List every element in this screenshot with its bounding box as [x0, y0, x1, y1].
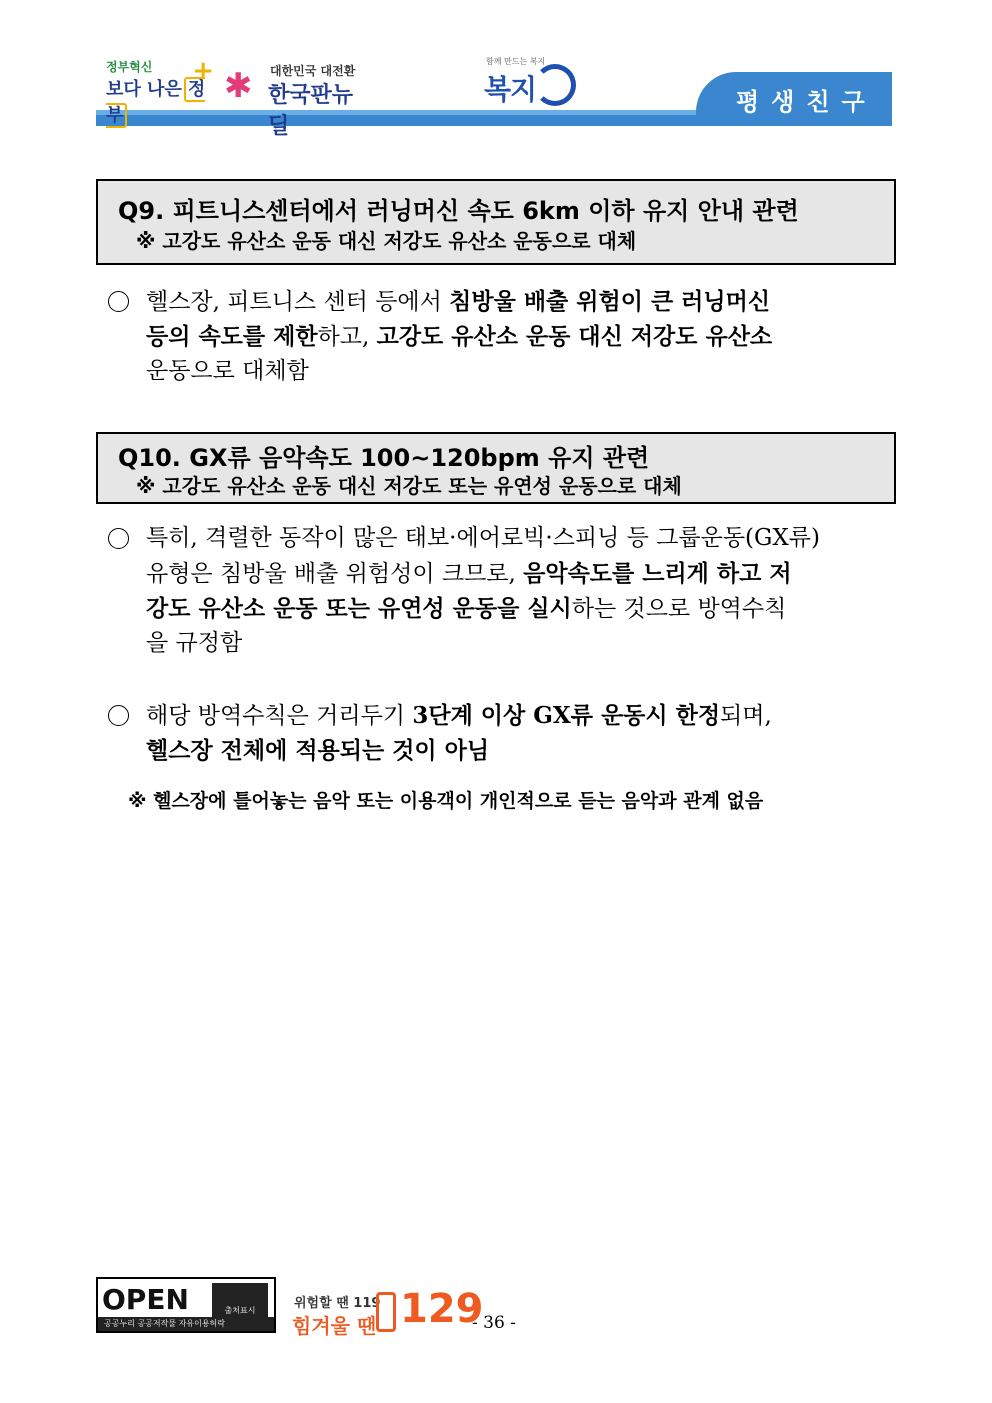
- q10-answer-paragraph-2: [108, 698, 898, 770]
- question-box-q9: [96, 179, 896, 265]
- q10-subtitle: ※ 고강도 유산소 운동 대신 저강도 또는 유연성 운동으로 대체: [136, 474, 682, 498]
- logo1-big-word: 보다 나은: [106, 79, 182, 100]
- q10-answer-text: 유형은 침방울 배출 위험성이 크므로,: [146, 561, 524, 587]
- q10-answer-line-3: [146, 591, 786, 627]
- logo1-small-text: 정부혁신: [106, 60, 153, 74]
- q9-answer-text: 운동으로 대체함: [146, 358, 309, 384]
- q9-answer-bold: 침방울 배출 위험이 큰 러닝머신: [449, 288, 771, 315]
- plus-icon: +: [192, 56, 214, 86]
- q10-answer2-line-1: [146, 698, 772, 734]
- q9-title: Q9. 피트니스센터에서 러닝머신 속도 6km 이하 유지 안내 관련: [118, 197, 799, 225]
- government-innovation-logo: [106, 56, 216, 126]
- header-tab: [696, 72, 892, 124]
- logo2-small-text: 대한민국 대전환: [270, 64, 356, 78]
- q10-answer-bold: 음악속도를 느리게 하고 저: [523, 560, 792, 587]
- q9-answer-text: 하고,: [317, 324, 377, 350]
- circle-bullet-icon: [108, 291, 129, 312]
- korean-new-deal-logo: [224, 60, 374, 139]
- q10-answer-text: 을 규정함: [146, 630, 243, 656]
- q10-answer-bold: 강도 유산소 운동 또는 유연성 운동을 실시: [146, 595, 572, 622]
- q9-answer-line-3: [146, 354, 309, 389]
- hotline-big-text: 힘겨울 땐: [292, 1314, 377, 1338]
- q10-answer-line-2: [146, 556, 792, 592]
- logo3-big-text: 복지: [484, 73, 537, 106]
- logo1-gov-word: 정부: [106, 79, 206, 126]
- q10-note: ※ 헬스장에 틀어놓는 음악 또는 이용객이 개인적으로 듣는 음악과 관계 없음: [128, 790, 764, 812]
- open-license-caption: 공공누리 공공저작물 자유이용허락: [98, 1317, 274, 1331]
- q10-answer2-bold: 3단계 이상 GX류 운동시 한정: [412, 702, 721, 729]
- welfare-logo: [484, 56, 584, 112]
- q10-title: Q10. GX류 음악속도 100~120bpm 유지 관련: [118, 444, 650, 472]
- circle-bullet-icon: [108, 528, 129, 549]
- page-number: - 36 -: [472, 1313, 516, 1333]
- page-header: [96, 50, 892, 139]
- asterisk-icon: ✱: [224, 66, 253, 106]
- q9-answer-text: 헬스장, 피트니스 센터 등에서: [146, 289, 450, 315]
- hotline-number: 129: [400, 1286, 484, 1332]
- circle-bullet-icon: [108, 705, 129, 726]
- phone-icon: [376, 1292, 396, 1332]
- hotline-small-text: 위험할 땐 119: [294, 1296, 381, 1311]
- q10-answer-line-1: [146, 521, 820, 556]
- open-license-badge: [96, 1277, 276, 1333]
- logo1-big-text: [106, 79, 205, 126]
- circle-icon: [534, 64, 576, 106]
- open-logo-text: OPEN: [102, 1283, 189, 1316]
- q10-answer2-text: 되며,: [720, 703, 772, 729]
- logo3-small-text: 함께 만드는 복지: [486, 57, 546, 66]
- hotline-129-logo: [292, 1274, 482, 1336]
- q10-answer2-text: 해당 방역수칙은 거리두기: [146, 703, 413, 729]
- q10-answer-text: 특히, 격렬한 동작이 많은 태보·에어로빅·스피닝 등 그룹운동(GX류): [146, 525, 820, 551]
- q9-answer-bold: 등의 속도를 제한: [146, 323, 318, 350]
- q10-answer2-line-2: 헬스장 전체에 적용되는 것이 아님: [146, 737, 490, 764]
- question-box-q10: [96, 432, 896, 504]
- q10-answer-text: 하는 것으로 방역수칙: [571, 596, 787, 622]
- q10-answer-line-4: [146, 626, 242, 661]
- q9-subtitle: ※ 고강도 유산소 운동 대신 저강도 유산소 운동으로 대체: [136, 229, 637, 253]
- q9-answer-line-1: [146, 284, 770, 320]
- logo2-big-text: 한국판뉴딜: [268, 83, 354, 139]
- q9-answer-line-2: [146, 319, 772, 355]
- q9-answer-bold: 고강도 유산소 운동 대신 저강도 유산소: [376, 323, 773, 350]
- q9-answer-paragraph: [108, 284, 898, 394]
- header-tab-label: 평생친구: [736, 88, 877, 116]
- attribution-icon: 출처표시: [212, 1283, 268, 1317]
- q10-answer-paragraph-1: [108, 521, 898, 666]
